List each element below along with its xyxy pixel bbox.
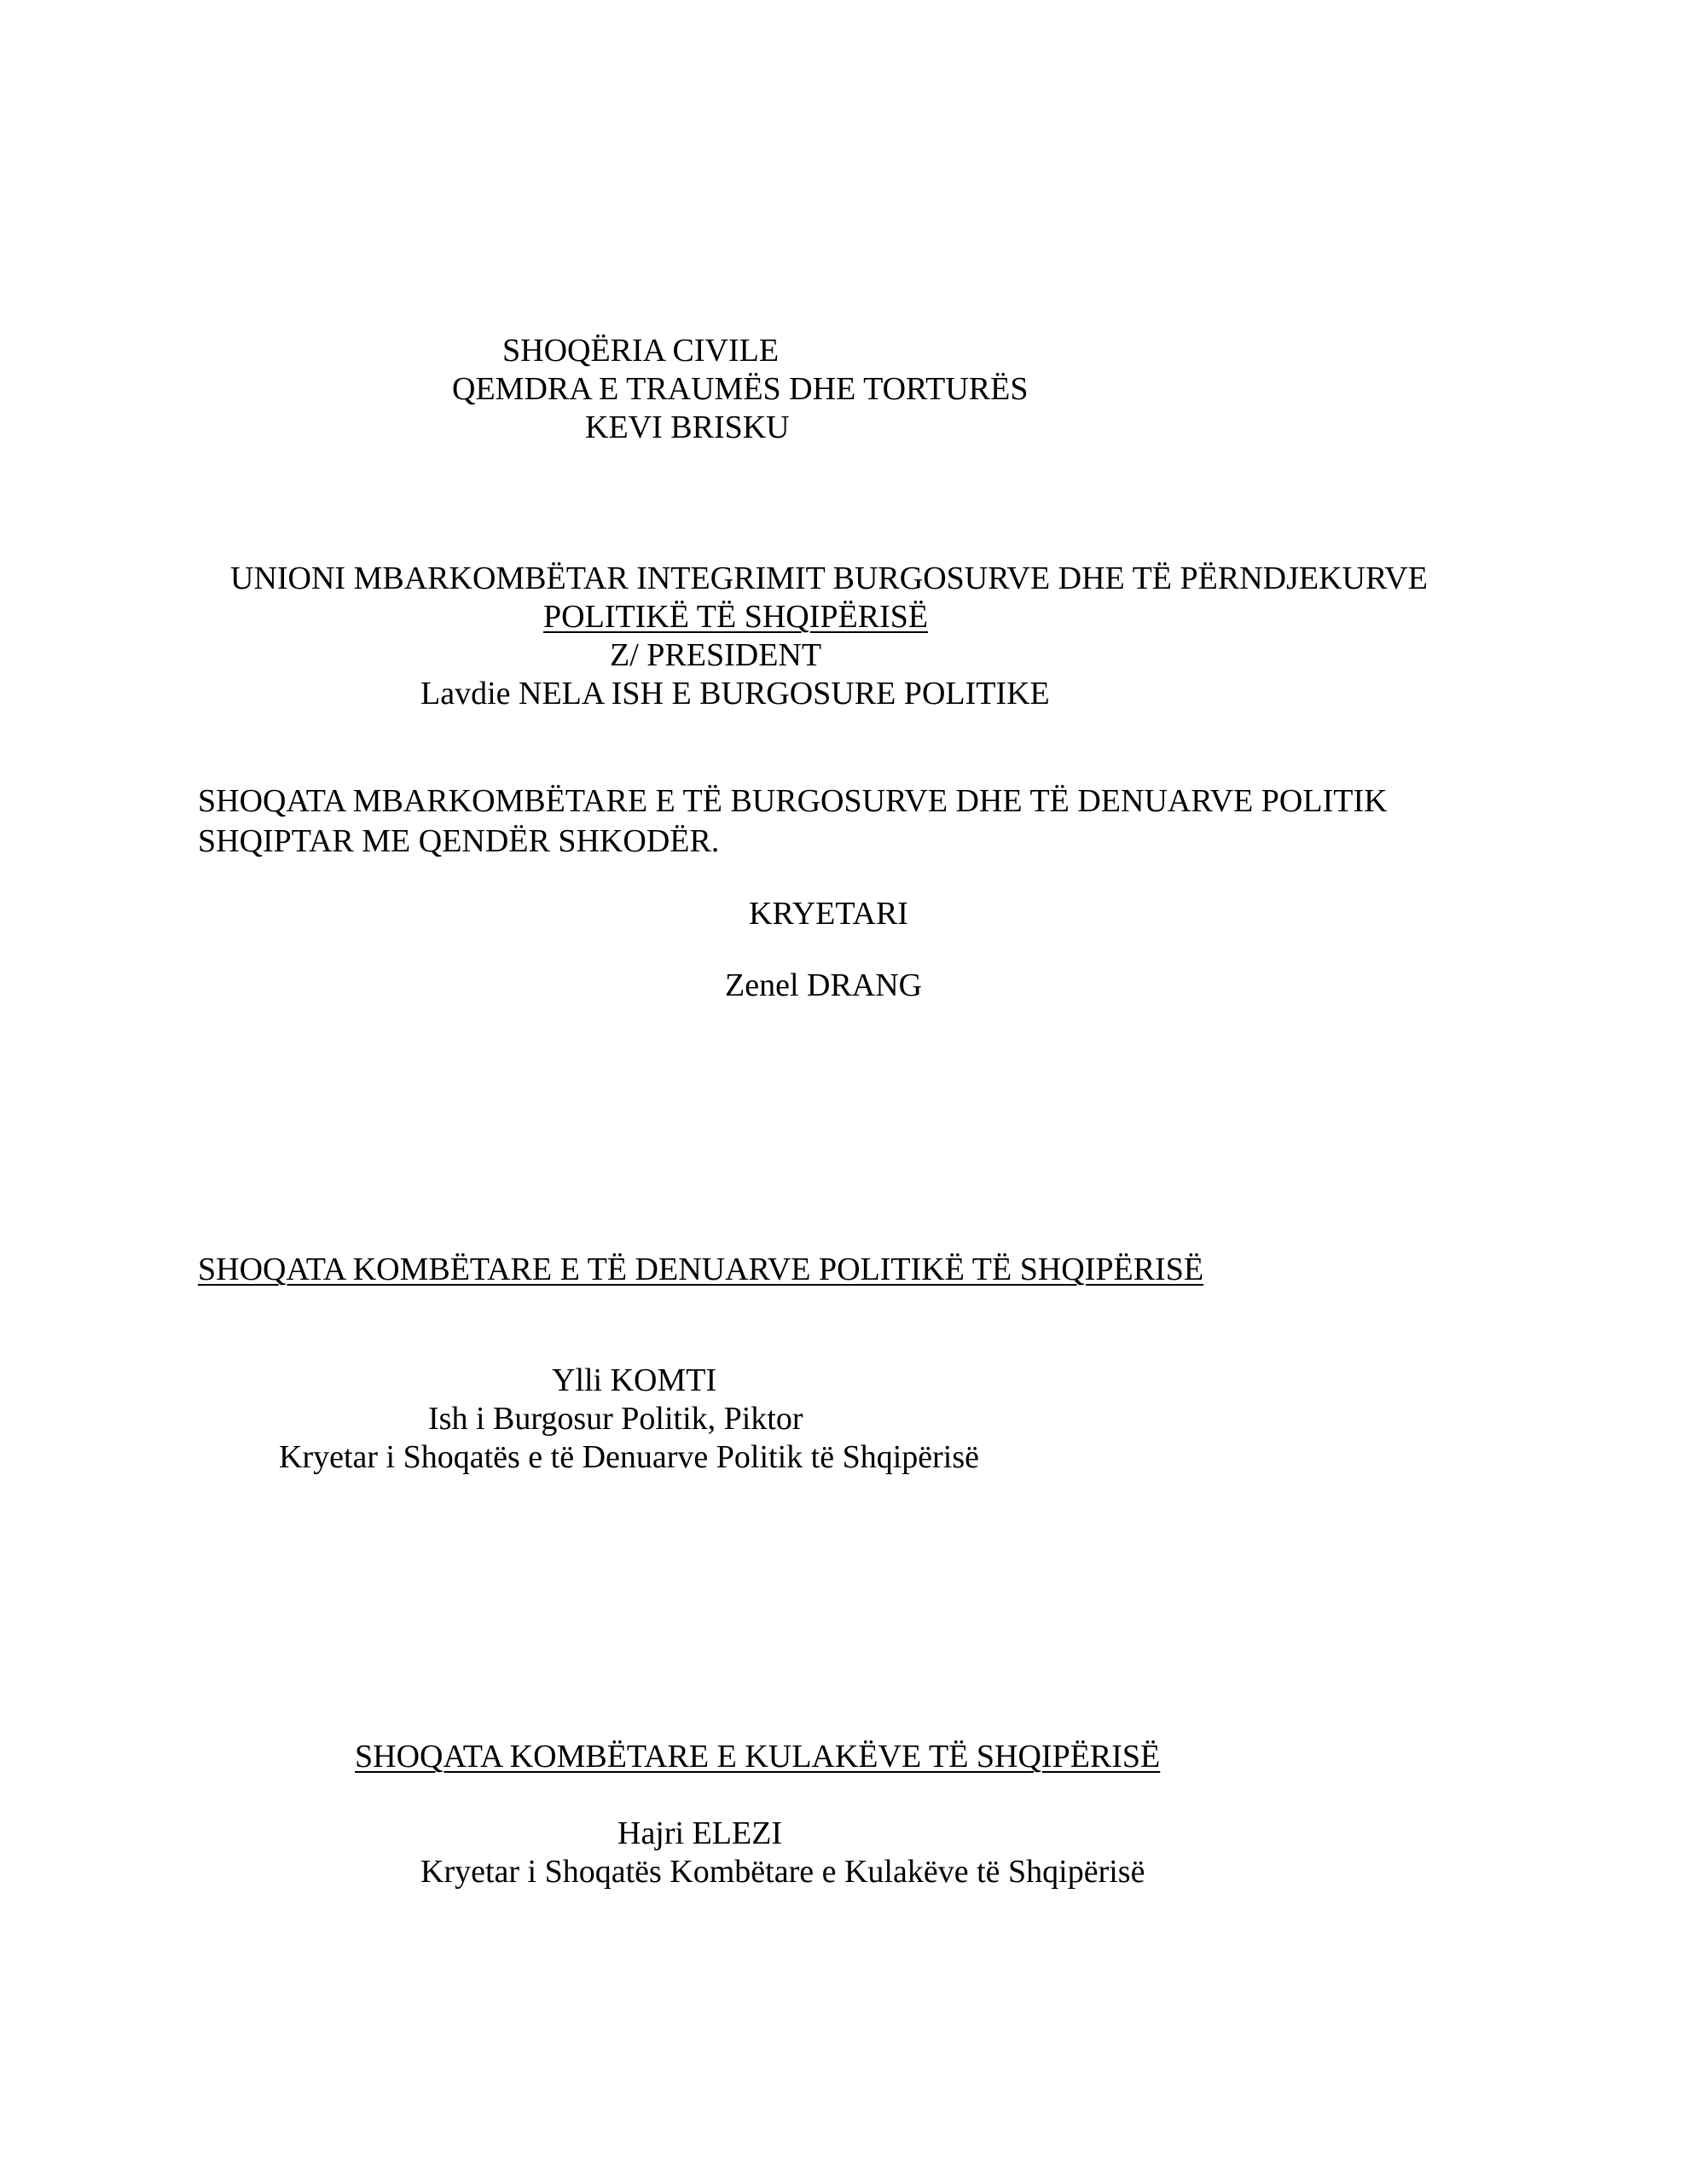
association-shkoder-name: SHOQATA MBARKOMBËTARE E TË BURGOSURVE DHE TË DENUARVE POLITIK	[198, 783, 1388, 819]
association-convicted-role: Ish i Burgosur Politik, Piktor	[428, 1401, 803, 1437]
union-name-continued: POLITIKË TË SHQIPËRISË	[543, 599, 929, 635]
org-subtitle-trauma-center: QEMDRA E TRAUMËS DHE TORTURËS	[452, 371, 1029, 407]
association-kulaks-name: Hajri ELEZI	[617, 1815, 783, 1851]
association-kulaks-heading: SHOQATA KOMBËTARE E KULAKËVE TË SHQIPËRISË	[355, 1739, 1161, 1774]
union-name: UNIONI MBARKOMBËTAR INTEGRIMIT BURGOSURVE DHE TË PËRNDJEKURVE	[230, 561, 1428, 596]
union-president-name: Lavdie NELA ISH E BURGOSURE POLITIKE	[420, 676, 1050, 712]
union-role: Z/ PRESIDENT	[610, 637, 822, 673]
association-convicted-chair-role: Kryetar i Shoqatës e të Denuarve Politik të Shqipërisë	[279, 1439, 980, 1475]
association-convicted-name: Ylli KOMTI	[552, 1362, 717, 1398]
org-name-civil-society: SHOQËRIA CIVILE	[502, 333, 780, 369]
org-person-name: KEVI BRISKU	[585, 410, 790, 445]
association-convicted-heading: SHOQATA KOMBËTARE E TË DENUARVE POLITIKË TË SHQIPËRISË	[198, 1252, 1204, 1287]
association-shkoder-name-continued: SHQIPTAR ME QENDËR SHKODËR.	[198, 823, 720, 859]
association-kulaks-role: Kryetar i Shoqatës Kombëtare e Kulakëve të Shqipërisë	[420, 1854, 1145, 1890]
association-chair-name: Zenel DRANG	[725, 967, 923, 1003]
association-chair-title: KRYETARI	[749, 896, 908, 932]
